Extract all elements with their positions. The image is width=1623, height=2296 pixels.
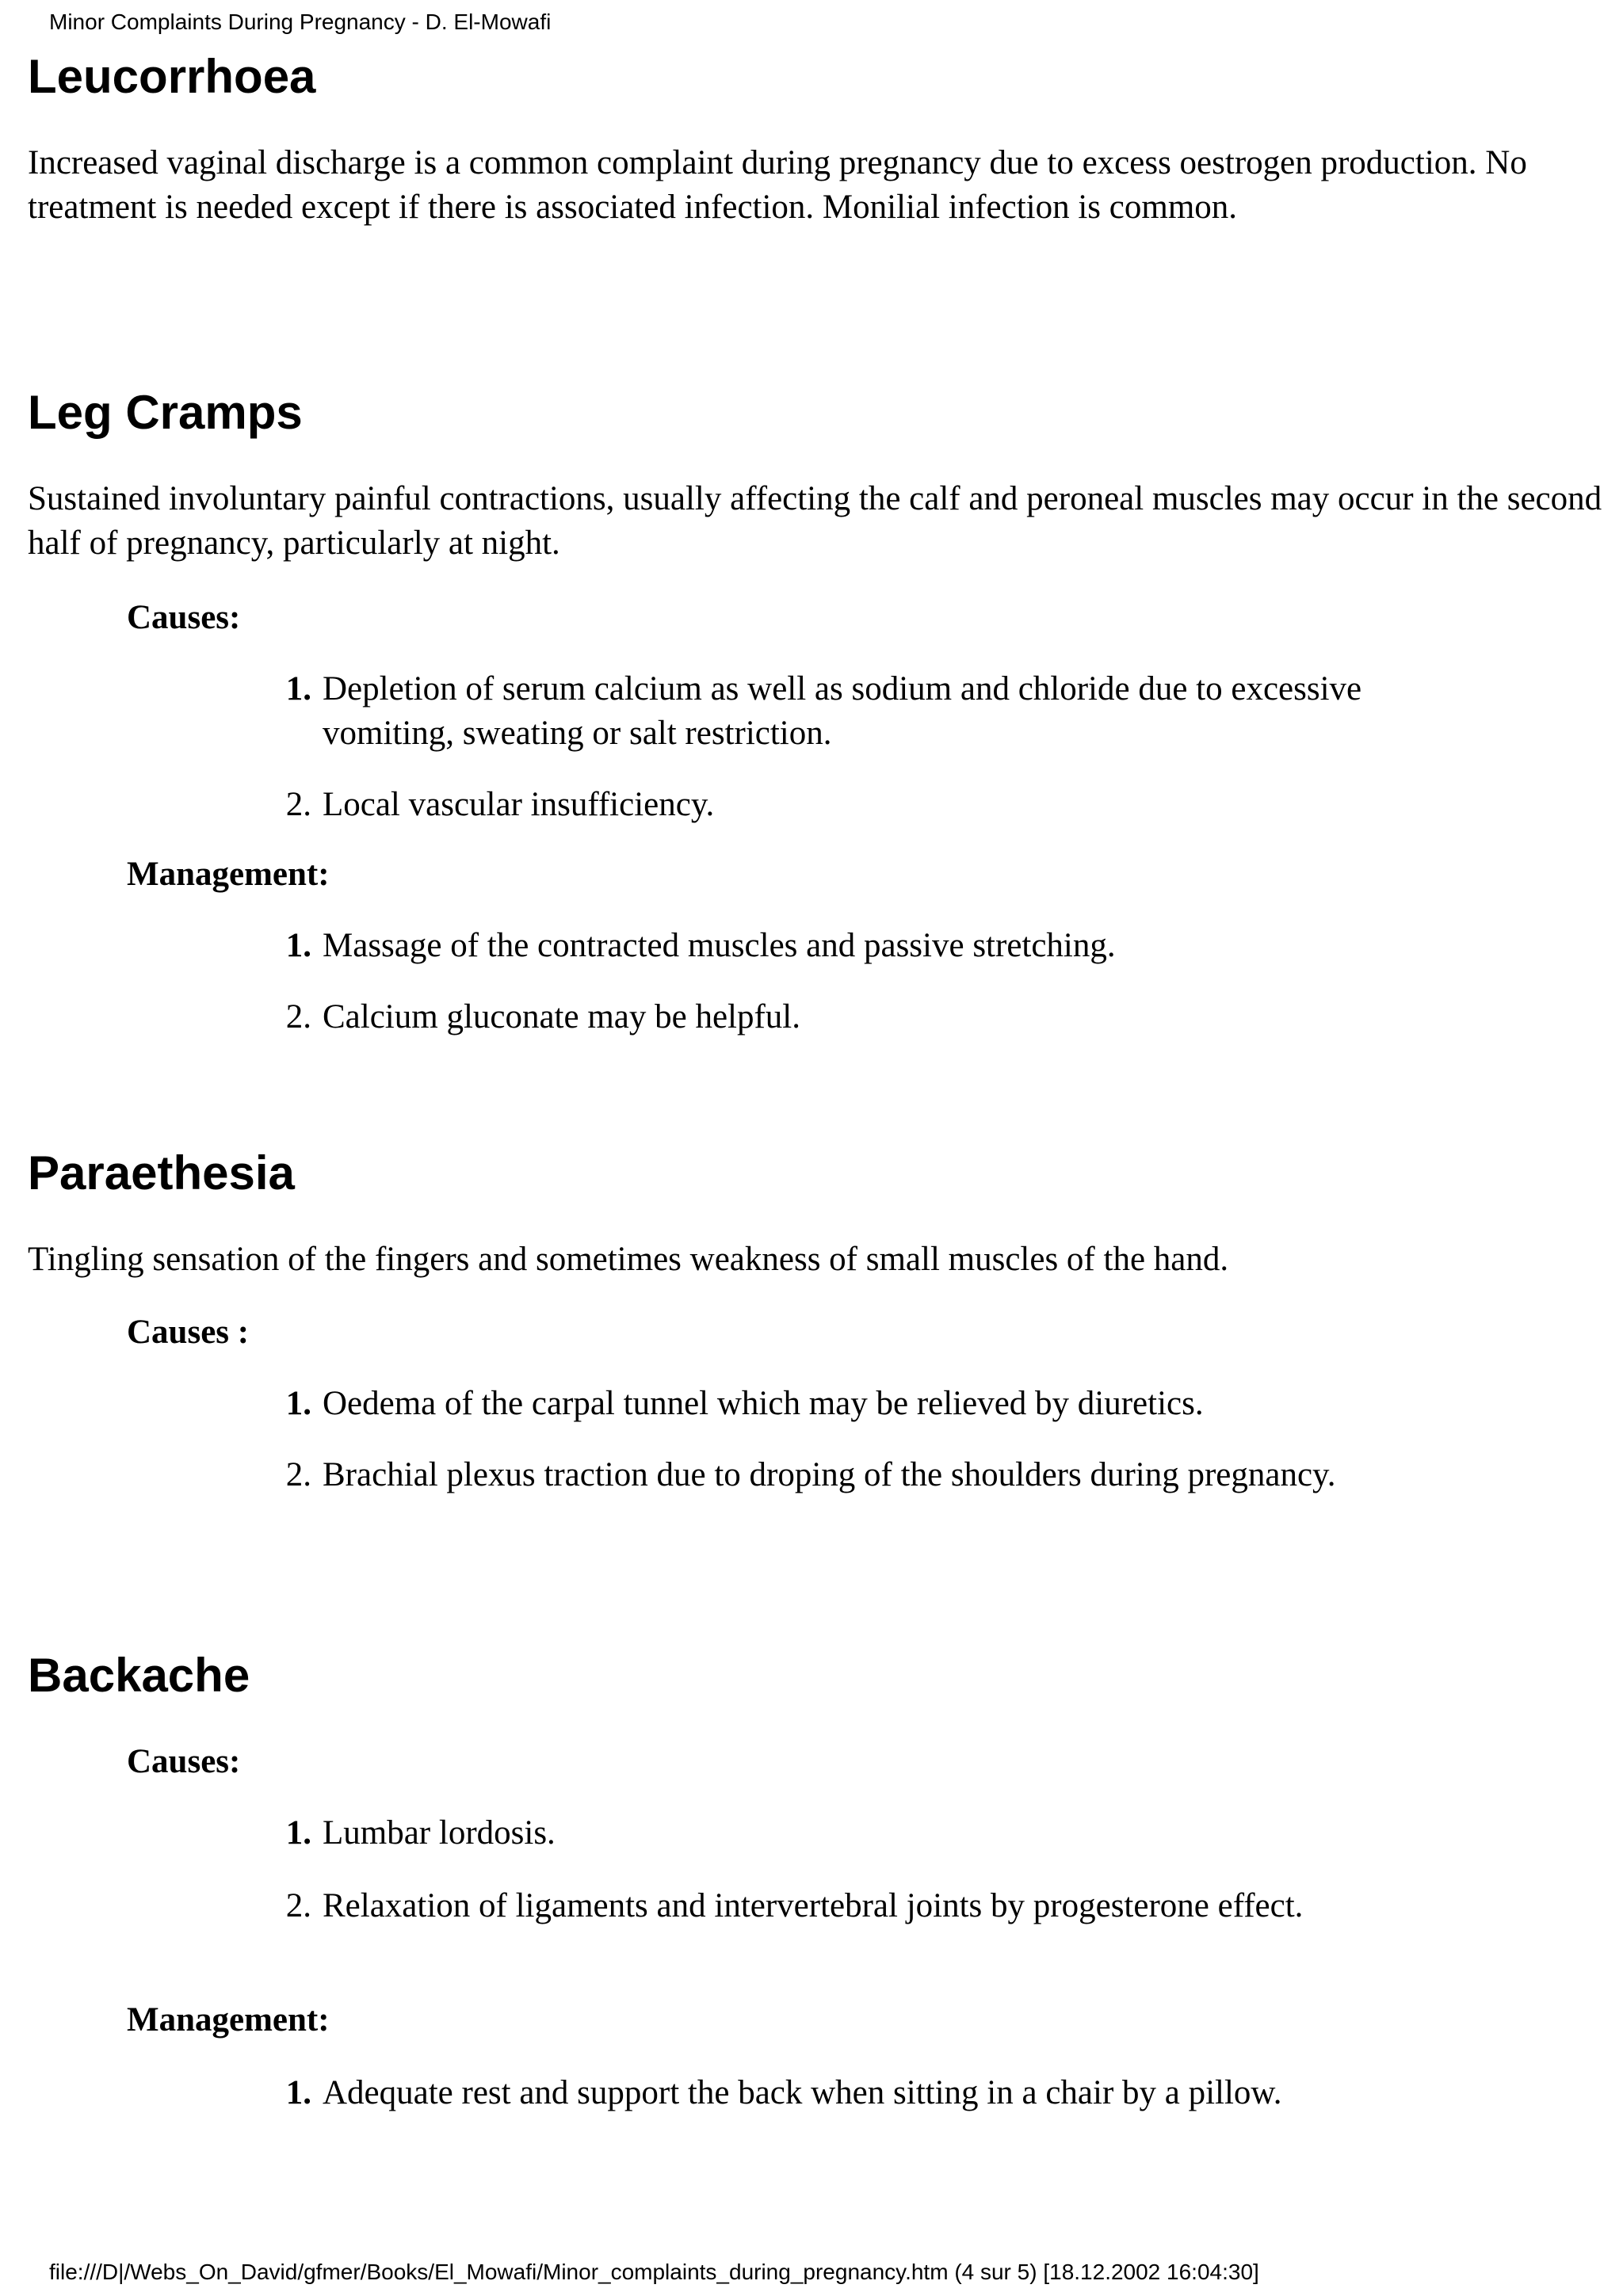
leg-cramps-causes-label: Causes: <box>127 599 241 636</box>
section-leg-cramps <box>28 385 1605 566</box>
list-item-text: Oedema of the carpal tunnel which may be relieved by diuretics. <box>323 1385 1204 1422</box>
section-paraethesia <box>28 1146 1605 1282</box>
list-item <box>273 924 1383 968</box>
list-item <box>273 1884 1383 1928</box>
list-item-text: Relaxation of ligaments and intervertebral joints by progesterone effect. <box>323 1887 1304 1924</box>
list-item <box>273 1453 1383 1497</box>
section-leucorrhoea <box>28 49 1605 230</box>
list-item-text: Calcium gluconate may be helpful. <box>323 998 801 1035</box>
section-title-leucorrhoea: Leucorrhoea <box>28 50 316 103</box>
section-body-leg-cramps: Sustained involuntary painful contractions, usually affecting the calf and peroneal muscles may occur in the second half of pregnancy, particularly at night. <box>28 480 1602 562</box>
list-item-text: Brachial plexus traction due to droping of the shoulders during pregnancy. <box>323 1456 1336 1493</box>
list-item-number: 2. <box>285 1887 311 1924</box>
paraethesia-causes-label: Causes : <box>127 1314 250 1351</box>
leg-cramps-management-label: Management: <box>127 856 330 893</box>
list-item-text: Local vascular insufficiency. <box>323 786 715 823</box>
list-item <box>273 667 1383 756</box>
list-item <box>273 1382 1383 1426</box>
section-body-leucorrhoea: Increased vaginal discharge is a common complaint during pregnancy due to excess oestrogen production. No treatment is needed except if there is associated infection. Monilial infection is common. <box>28 144 1527 226</box>
running-header: Minor Complaints During Pregnancy - D. El-Mowafi <box>49 10 552 34</box>
list-item <box>273 995 1383 1039</box>
list-item-text: Depletion of serum calcium as well as sodium and chloride due to excessive vomiting, sweating or salt restriction. <box>323 670 1362 752</box>
list-item-text: Adequate rest and support the back when sitting in a chair by a pillow. <box>323 2074 1282 2111</box>
running-footer-file-path: file:///D|/Webs_On_David/gfmer/Books/El_Mowafi/Minor_complaints_during_pregnancy.htm (4 sur 5) [18.12.2002 16:04:30] <box>49 2260 1259 2284</box>
list-item <box>273 1811 1383 1855</box>
list-item-number: 1. <box>285 927 311 964</box>
list-item-number: 2. <box>285 786 311 823</box>
backache-causes-label: Causes: <box>127 1743 241 1780</box>
list-item-text: Massage of the contracted muscles and passive stretching. <box>323 927 1116 964</box>
backache-management-label: Management: <box>127 2001 330 2039</box>
list-item-number: 1. <box>285 2074 311 2111</box>
list-item <box>273 2071 1383 2115</box>
section-backache <box>28 1648 1605 1703</box>
list-item-number: 2. <box>285 998 311 1035</box>
list-item-number: 1. <box>285 1385 311 1422</box>
list-item-number: 2. <box>285 1456 311 1493</box>
section-title-paraethesia: Paraethesia <box>28 1146 295 1199</box>
list-item-number: 1. <box>285 1814 311 1852</box>
section-body-paraethesia: Tingling sensation of the fingers and sometimes weakness of small muscles of the hand. <box>28 1241 1229 1278</box>
section-title-leg-cramps: Leg Cramps <box>28 386 303 439</box>
list-item-text: Lumbar lordosis. <box>323 1814 556 1852</box>
section-title-backache: Backache <box>28 1649 250 1702</box>
list-item <box>273 783 1383 827</box>
list-item-number: 1. <box>285 670 311 707</box>
